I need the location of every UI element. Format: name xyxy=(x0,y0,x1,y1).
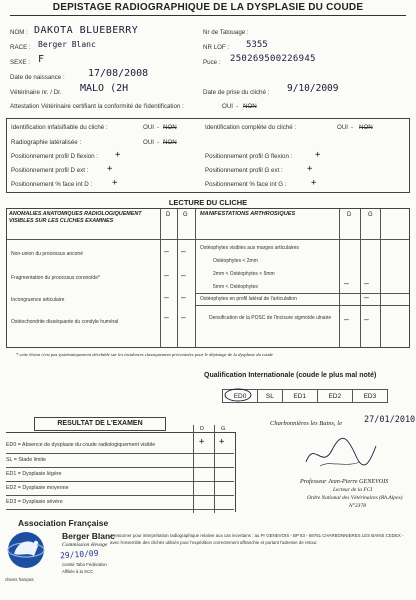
left-row-1-label: Positionnement profil D flexion : xyxy=(11,153,99,160)
identification-oui: OUI xyxy=(143,124,155,131)
attestation-non: NON xyxy=(243,103,257,110)
anomaly-row-3-d: — xyxy=(164,293,169,302)
anomaly-row-1: Non-union du processus anconé xyxy=(11,251,83,257)
resultat-row-ed2: ED2 = Dysplasie moyenne xyxy=(6,485,69,491)
left-row-3-mark: + xyxy=(112,178,118,188)
lateralisee-non: NON xyxy=(163,139,177,146)
resultat-col-g: G xyxy=(221,426,226,432)
anomaly-row-2-d: — xyxy=(164,271,169,280)
right-row-3-label: Positionnement % face int G : xyxy=(205,181,287,188)
resultat-table xyxy=(6,426,236,512)
left-row-2-mark: + xyxy=(107,164,113,174)
sexe-value: F xyxy=(38,54,45,65)
manif-row-5-g: — xyxy=(364,293,369,302)
anomaly-row-4: Ostéochondrite disséquante du condyle huméral xyxy=(11,319,119,325)
right-row-2-label: Positionnement profil G ext : xyxy=(205,167,283,174)
signature-scribble-icon xyxy=(300,432,380,472)
left-row-2-label: Positionnement profil D ext : xyxy=(11,167,89,174)
anomaly-row-2: Fragmentation du processus coronoïde* xyxy=(11,275,100,281)
club-logo-icon xyxy=(4,528,52,570)
manif-row-1: Ostéophytes visibles aux marges articulaires xyxy=(200,245,299,251)
lecture-col-g: G xyxy=(183,212,188,218)
anomaly-row-4-d: — xyxy=(164,313,169,322)
right-row-2-mark: + xyxy=(307,164,313,174)
manif-row-6-d: — xyxy=(344,315,349,324)
manif-row-4: 5mm < Ostéophytes xyxy=(213,284,258,290)
cliche-box: Identification infalsifiable du cliché : OUI - NON Identification complète du cliché : OUI - NON Radiographie latéralisée : OUI - NON Positionnement profil D flexion : + Positionnement profil D ext : + Positionnement % face int D : + Positionnement profil G flexion : + Positionnement profil G ext : + Positionnement % face int G : + xyxy=(6,118,410,193)
signature-professor: Professeur Jean-Pierre GENEVOIS xyxy=(300,478,389,485)
manif-row-4-d: — xyxy=(344,279,349,288)
footnote: * cette lésion n'est pas systématiquement décelable sur les incidences classiquement préconisées pour le dépistage de la dysplasie du coude xyxy=(16,352,274,357)
right-row-1-mark: + xyxy=(315,150,321,160)
stamp-line1: comité Tabo Fédération xyxy=(62,562,107,567)
veterinaire-label: Vétérinaire nr. / Dr. xyxy=(10,89,62,96)
lateralisee-label: Radiographie latéralisée : xyxy=(11,139,82,146)
grade-circle-icon xyxy=(223,388,253,402)
lof-label: NR LOF : xyxy=(203,44,230,51)
anomaly-row-4-g: — xyxy=(181,313,186,322)
resultat-row-sl: SL = Stade limite xyxy=(6,457,46,463)
manif-row-4-g: — xyxy=(364,279,369,288)
nom-label: NOM : xyxy=(10,29,28,36)
prise-label: Date de prise du cliché : xyxy=(203,89,270,96)
lecture-col-g-2: G xyxy=(368,212,373,218)
resultat-col-d: D xyxy=(200,426,204,432)
lecture-table xyxy=(6,208,410,348)
right-row-1-label: Positionnement profil G flexion : xyxy=(205,153,293,160)
grade-ed1: ED1 xyxy=(282,390,317,403)
resultat-row-ed0-d: + xyxy=(199,437,205,447)
grade-ed2: ED2 xyxy=(317,390,352,403)
resultat-row-ed3: ED3 = Dysplasie sévère xyxy=(6,499,63,505)
lecture-col-d-2: D xyxy=(347,212,352,218)
resultat-row-ed1: ED1 = Dysplasie légère xyxy=(6,471,62,477)
identification-label: Identification infalsifiable du cliché : xyxy=(11,124,108,131)
stamp-line2: Affiliée à la SCC xyxy=(62,569,94,574)
lecture-heading: LECTURE DU CLICHE xyxy=(168,198,248,207)
manif-row-3: 2mm < Ostéophytes < 5mm xyxy=(213,271,275,277)
nom-value: DAKOTA BLUEBERRY xyxy=(34,25,139,36)
grade-ed0: ED0 xyxy=(223,390,258,403)
anomaly-row-3: Incongruence articulaire xyxy=(11,297,65,303)
naissance-label: Date de naissance : xyxy=(10,74,65,81)
manif-row-6-g: — xyxy=(364,315,369,324)
bottom-left-text: chiens français xyxy=(5,577,34,582)
complete-label: Identification complète du cliché : xyxy=(205,124,297,131)
lateralisee-oui: OUI xyxy=(143,139,155,146)
anomaly-row-2-g: — xyxy=(181,271,186,280)
signature-line2: Ordre National des Vétérinaires (Rh.Alpes) xyxy=(307,495,403,501)
stamp-date: 29/10/09 xyxy=(59,548,99,561)
association-title: Association Française xyxy=(18,518,109,528)
left-row-3-label: Positionnement % face int D : xyxy=(11,181,93,188)
grade-sl: SL xyxy=(258,390,283,403)
attestation-oui: OUI xyxy=(222,103,234,110)
lecture-col-d: D xyxy=(166,212,171,218)
prise-value: 9/10/2009 xyxy=(287,83,339,94)
resultat-row-ed0-g: + xyxy=(219,437,225,447)
page-title: DEPISTAGE RADIOGRAPHIQUE DE LA DYSPLASIE DU COUDE xyxy=(10,0,406,16)
signature-date: 27/01/2010 xyxy=(364,415,416,425)
manif-row-5: Ostéophytes en profil latéral de l'articulation xyxy=(200,296,297,302)
right-row-3-mark: + xyxy=(311,178,317,188)
signature-line3: N°2378 xyxy=(349,503,366,509)
complete-non: NON xyxy=(359,124,373,131)
identification-non: NON xyxy=(163,124,177,131)
anomalies-header: ANOMALIES ANATOMIQUES RADIOLOGIQUEMENT VISIBLES SUR LES CLICHES EXAMINES xyxy=(9,211,142,224)
resultat-row-ed0: ED0 = Absence de dysplasie du coude radiologiquement visible xyxy=(6,442,156,448)
qualification-title: Qualification Internationale (coude le plus mal noté) xyxy=(204,372,377,379)
return-notice: A retourner pour interprétation radiographique relative aux cas incertains : au Pr GENEVOIS - BP 83 - 69751 CHARBONNIERES LES BAINS CEDEX - avec l'ensemble des clichés utilisés pour l'expédition correctement affranchie et portant l'adresse de retour. xyxy=(110,533,404,546)
puce-label: Puce : xyxy=(203,59,221,66)
place-date-prefix: Charbonnières les Bains, le xyxy=(270,420,342,427)
anomaly-row-1-d: — xyxy=(164,247,169,256)
anomaly-row-3-g: — xyxy=(181,293,186,302)
naissance-value: 17/08/2008 xyxy=(88,68,149,79)
race-label: RACE : xyxy=(10,44,31,51)
resultat-title: RESULTAT DE L'EXAMEN xyxy=(34,417,166,431)
complete-oui: OUI xyxy=(337,124,349,131)
attestation-label: Attestation Vétérinaire certifiant la conformité de l'identification : xyxy=(10,103,184,110)
veterinaire-value: MALO (2H xyxy=(80,83,129,94)
commission-label: Commission élevage xyxy=(62,542,108,548)
anomaly-row-1-g: — xyxy=(181,247,186,256)
grade-ed3: ED3 xyxy=(352,390,387,403)
signature-line1: Lecteur de la FCI xyxy=(333,487,373,493)
sexe-label: SEXE : xyxy=(10,59,30,66)
manif-row-2: Ostéophytes < 2mm xyxy=(213,258,258,264)
puce-value: 250269500226945 xyxy=(230,54,316,64)
club-name: Berger Blanc xyxy=(62,531,115,541)
manifestations-header: MANIFESTATIONS ARTHROSIQUES xyxy=(200,211,296,217)
lof-value: 5355 xyxy=(246,40,268,50)
manif-row-6: Densification de la POSC de l'incisure sigmoïde ulnaire xyxy=(209,315,332,321)
qualification-grades xyxy=(222,389,388,403)
left-row-1-mark: + xyxy=(115,150,121,160)
tatouage-label: Nr de Tatouage : xyxy=(203,29,249,36)
race-value: Berger Blanc xyxy=(38,40,96,49)
